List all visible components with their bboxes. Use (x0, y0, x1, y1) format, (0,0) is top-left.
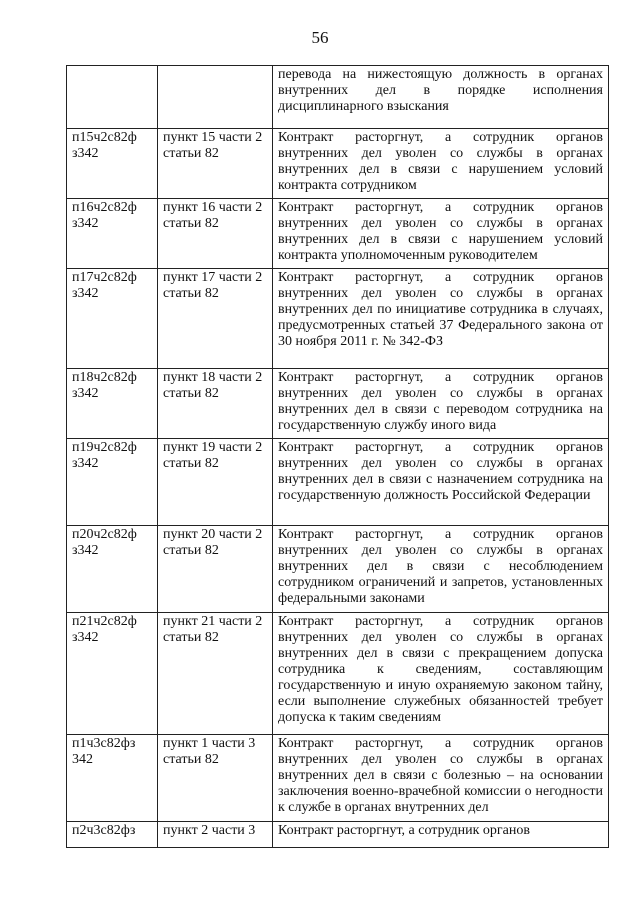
row-description-cell: Контракт расторгнут, а сотрудник органов внутренних дел уволен со службы в органах внутренних дел в связи с нарушением условий контракта сотрудником (273, 129, 609, 199)
table-row (67, 526, 609, 613)
row-code-cell: п16ч2с82ф з342 (67, 199, 158, 269)
row-point-cell: пункт 18 части 2 статьи 82 (158, 369, 273, 439)
row-point-cell: пункт 1 части 3 статьи 82 (158, 735, 273, 822)
row-code-cell: п17ч2с82ф з342 (67, 269, 158, 369)
row-point-cell: пункт 19 части 2 статьи 82 (158, 439, 273, 526)
row-code-cell: п21ч2с82ф з342 (67, 613, 158, 735)
row-code-cell: п20ч2с82ф з342 (67, 526, 158, 613)
table-row (67, 822, 609, 848)
row-code-cell: п2ч3с82фз (67, 822, 158, 848)
table-row (67, 369, 609, 439)
row-description-cell: Контракт расторгнут, а сотрудник органов внутренних дел уволен со службы в органах внутренних дел в связи с переводом сотрудника на государственную службу иного вида (273, 369, 609, 439)
row-code-cell: п19ч2с82ф з342 (67, 439, 158, 526)
row-point-cell: пункт 2 части 3 (158, 822, 273, 848)
page-number: 56 (311, 28, 329, 47)
row-point-cell: пункт 17 части 2 статьи 82 (158, 269, 273, 369)
row-point-cell: пункт 21 части 2 статьи 82 (158, 613, 273, 735)
row-description-cell: перевода на нижестоящую должность в органах внутренних дел в порядке исполнения дисциплинарного взыскания (273, 66, 609, 129)
row-description-cell: Контракт расторгнут, а сотрудник органов внутренних дел уволен со службы в органах внутренних дел в связи с нарушением условий контракта уполномоченным руководителем (273, 199, 609, 269)
row-code-cell: п1ч3с82фз 342 (67, 735, 158, 822)
table-row (67, 735, 609, 822)
row-description-cell: Контракт расторгнут, а сотрудник органов внутренних дел уволен со службы в органах внутренних дел в связи с назначением сотрудника на государственную должность Российской Федерации (273, 439, 609, 526)
row-point-cell: пункт 20 части 2 статьи 82 (158, 526, 273, 613)
row-code-cell: п18ч2с82ф з342 (67, 369, 158, 439)
table-row (67, 613, 609, 735)
table-row (67, 199, 609, 269)
row-description-cell: Контракт расторгнут, а сотрудник органов внутренних дел уволен со службы в органах внутренних дел в связи с болезнью – на основании заключения военно-врачебной комиссии о негодности к службе в органах внутренних дел (273, 735, 609, 822)
row-point-cell (158, 66, 273, 129)
row-point-cell: пункт 16 части 2 статьи 82 (158, 199, 273, 269)
table-row (67, 269, 609, 369)
table-row (67, 129, 609, 199)
row-code-cell (67, 66, 158, 129)
table-row (67, 66, 609, 129)
row-description-cell: Контракт расторгнут, а сотрудник органов внутренних дел уволен со службы в органах внутренних дел в связи с несоблюдением сотрудником ограничений и запретов, установленных федеральными законами (273, 526, 609, 613)
document-table (66, 65, 609, 848)
row-description-cell: Контракт расторгнут, а сотрудник органов внутренних дел уволен со службы в органах внутренних дел по инициативе сотрудника в случаях, предусмотренных статьей 37 Федерального закона от 30 ноября 2011 г. № 342-ФЗ (273, 269, 609, 369)
row-point-cell: пункт 15 части 2 статьи 82 (158, 129, 273, 199)
table-row (67, 439, 609, 526)
row-description-cell: Контракт расторгнут, а сотрудник органов (273, 822, 609, 848)
row-description-cell: Контракт расторгнут, а сотрудник органов внутренних дел уволен со службы в органах внутренних дел в связи с прекращением допуска сотрудника к сведениям, составляющим государственную и иную охраняемую законом тайну, если выполнение служебных обязанностей требует допуска к таким сведениям (273, 613, 609, 735)
row-code-cell: п15ч2с82ф з342 (67, 129, 158, 199)
